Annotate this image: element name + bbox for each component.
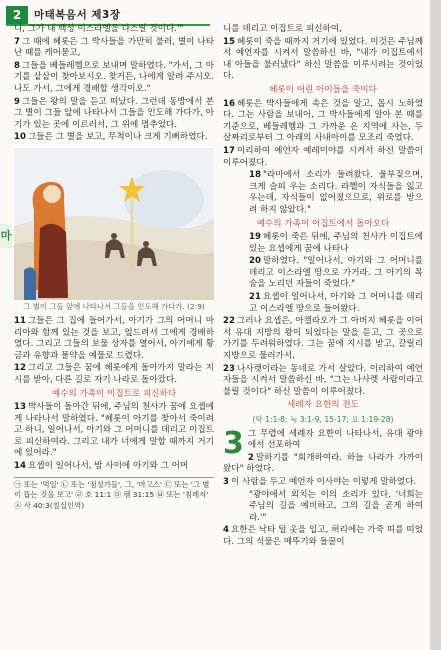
verse-3-quote: "광야에서 외치는 이의 소리가 있다. '너희는 주님의 길을 예비하고, 그의 길을 곧게 하여라.'": [249, 489, 423, 523]
left-column: [14, 24, 214, 511]
verse-4: 4 요한은 낙타 털 옷을 입고, 허리에는 가죽 띠를 띠었다. 그의 식물은 메뚜기와 들꿀이: [223, 525, 423, 547]
footnotes: ㉠ 또는 '먹일' ㉡ 또는 '점성가들', 그, '마고스' ㉢ 또는 '그 별이 뜹는 것을 보고' ㉣ 호 11:1 ㉤ 렘 31:15 ㉥ 또는 '침례자' ㉦ 사 40:3(칠십인역): [14, 479, 210, 510]
verse-14: 14 요셉이 일어나서, 밤 사이에 아기와 그 어머: [14, 461, 189, 472]
verse-3: 3 이 사람을 두고 예언자 이사야는 이렇게 말하였다.: [223, 476, 417, 487]
verse-9: 9 그들은 왕의 말을 듣고 떠났다. 그런데 동방에서 본 그 별이 그들 앞에 나타나서 그들을 인도해 가다가, 아기가 있는 곳에 이르러서, 그 위에 멈추었다.: [14, 96, 214, 130]
chapter-number: 3: [223, 425, 244, 461]
section-heading: 헤롯이 어린 아이들을 죽이다: [269, 84, 377, 95]
page-number: 2: [6, 6, 28, 24]
verse-12: 12 그리고 그들은 꿈에 헤롯에게 돌아가지 말라는 지시를 받아, 다른 길로 자기 나라로 돌아갔다.: [14, 363, 214, 385]
section-heading: 예수의 가족이 이집트에서 돌아오다: [256, 218, 390, 229]
verse-11: 11 그들은 그 집에 들어가서, 아기가 그의 어머니 마리아와 함께 있는 것을 보고, 엎드려서 그에게 경배하였다. 그리고 그들의 보물 상자를 열어서, 아기에게 황금과 유향과 몰약을 예물로 드렸다.: [14, 315, 214, 361]
verse-18: 18 "라마에서 소리가 들려왔다. 울부짖으며, 크게 슬피 우는 소리다. 라헬이 자식들을 잃고 우는데, 자식들이 없어졌으므로, 위로를 받으려 하지 않았다.": [249, 170, 423, 215]
verse-20: 20 말하였다. "일어나서, 아기와 그 어머니를 데리고 이스라엘 땅으로 가거라. 그 아기의 목숨을 노리던 자들이 죽었다.": [249, 256, 423, 290]
verse-22: 22 그러나 요셉은, 아켈라오가 그 아버지 헤롯을 이어서 유대 지방의 왕이 되었다는 말을 듣고, 그 곳으로 가기를 두려워하였다. 그는 꿈에 지시를 받고, 갈릴리 지방으로 물러가서,: [223, 316, 423, 362]
book-side-tab: 마: [0, 224, 12, 248]
verse-text: 니를 데리고 이집트로 피신하여,: [223, 24, 342, 34]
book-chapter-title: 마태복음서 제3장: [34, 9, 121, 21]
verse-16: 16 헤롯은 박사들에게 속은 것을 알고, 몹시 노하였다. 그는 사람을 보내어, 그 박사들에게 알아 본 때를 기준으로, 베들레헴과 그 가까운 온 지역에 사는, 두 살짜리로부터 그 아래의 사내아이를 모조리 죽였다.: [223, 98, 423, 144]
verse-17: 17 이리하여 예언자 예레미야를 시켜서 하신 말씀이 이루어졌다.: [223, 145, 423, 168]
verse-21: 21 요셉이 일어나서, 아기와 그 어머니를 데리고 이스라엘 땅으로 들어왔다.: [249, 292, 423, 314]
right-column: [223, 24, 423, 550]
verse-8: 8 그들을 베들레헴으로 보내며 말하였다. "가서, 그 아기를 샅샅이 찾아보시오. 찾거든, 나에게 알려 주시오. 나도 가서, 그에게 경배할 생각이오.": [14, 60, 214, 94]
illustration-magi-star: [14, 148, 214, 300]
verse-19: 19 헤롯이 죽은 뒤에, 주님의 천사가 이집트에 있는 요셉에게 꿈에 나타나: [249, 232, 423, 254]
verse-23: 23 나사렛이라는 동네로 가서 살았다. 이리하여 예언자들을 시켜서 말씀하신 바, "그는 나사렛 사람이라고 불릴 것이다" 하신 말씀이 이루어졌다.: [223, 363, 423, 397]
verse-7: 7 그 때에 헤롯은 그 박사들을 가만히 불러, 별이 나타난 때를 캐어묻고,: [14, 36, 214, 59]
section-heading: 세례자 요한의 전도: [287, 400, 359, 411]
illustration-caption: 그 별이 그들 앞에 나타나서 그들을 인도해 가다가. (2:9): [23, 301, 205, 311]
magi-illustration: [14, 148, 214, 300]
verse-text: 니, 그가 내 백성 이스라엘을 다스릴 것이다.'": [14, 24, 184, 34]
verse-13: 13 박사들이 돌아간 뒤에, 주님의 천사가 꿈에 요셉에게 나타나서 말하였다. "헤롯이 아기를 찾아서 죽이려고 하니, 일어나서, 아기와 그 어머니를 데리고 이집트로 피신하여라. 그리고 내가 너에게 말할 때까지 거기에 있어라.": [14, 402, 214, 459]
page-edge: [430, 0, 441, 650]
verse-2: 2 말하기를 "회개하여라. 하늘 나라가 가까이 왔다" 하였다.: [223, 452, 423, 475]
verse-15: 15 헤롯이 죽을 때까지 거기에 있었다. 이것은 주님께서 예언자를 시켜서 말씀하신 바, "내가 이집트에서 내 아들을 불러냈다" 하신 말씀을 이루시려는 것이었다.: [223, 36, 423, 82]
footnote-divider: [14, 477, 214, 478]
verse-10: 10 그들은 그 별을 보고, 무척이나 크게 기뻐하였다.: [14, 132, 208, 143]
parallel-references: (막 1:1-8; 눅 3:1-9, 15-17; 요 1:19-28): [252, 415, 394, 424]
section-heading: 예수의 가족이 이집트로 피신하다: [51, 388, 177, 399]
chapter-3-verse-1: 3 그 무렵에 세례자 요한이 나타나서, 유대 광야에서 선포하여: [223, 425, 423, 461]
page-header: [6, 4, 210, 26]
